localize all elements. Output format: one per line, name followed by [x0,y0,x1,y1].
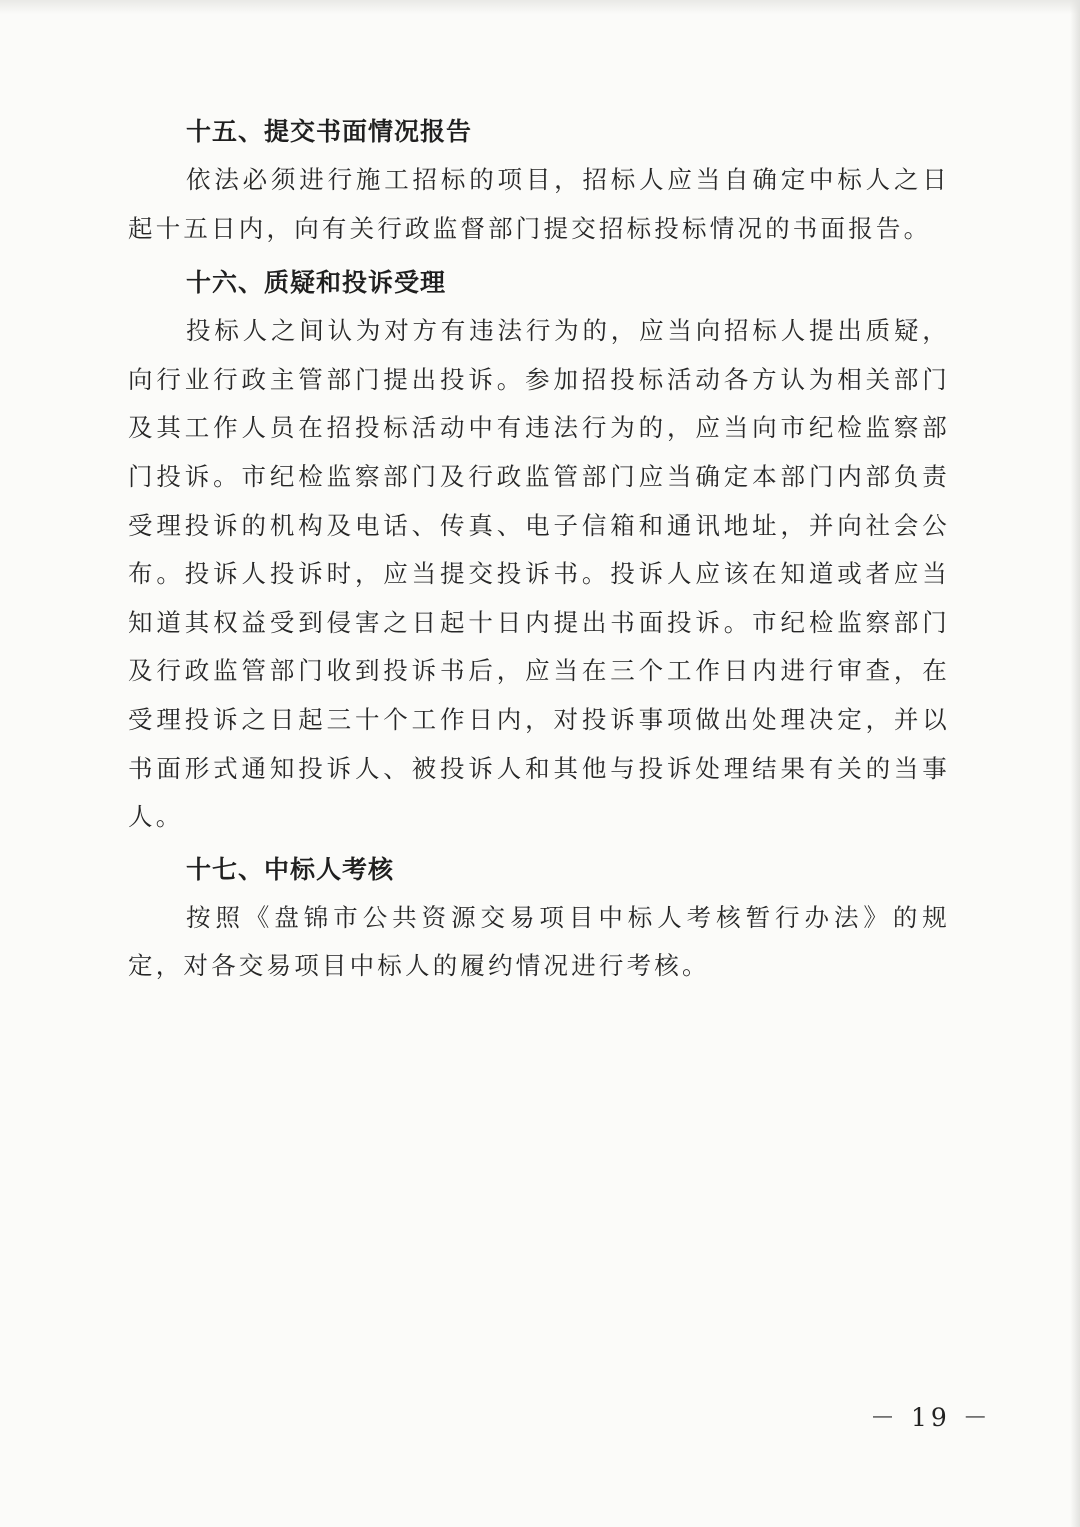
document-body [128,108,950,991]
page-edge-shadow-right [1070,0,1080,1527]
section-17 [128,846,950,991]
section-title: 十六、质疑和投诉受理 [186,268,447,298]
section-16 [128,259,950,842]
page-number: － 19 － [870,1403,992,1432]
section-paragraph: 依法必须进行施工招标的项目，招标人应当自确定中标人之日起十五日内，向有关行政监督部门提交招标投标情况的书面报告。 [128,165,950,243]
page-edge-shadow-top [0,0,1080,14]
section-title: 十五、提交书面情况报告 [186,117,473,146]
section-paragraph: 按照《盘锦市公共资源交易项目中标人考核暂行办法》的规定，对各交易项目中标人的履约情况进行考核。 [128,902,950,981]
section-title: 十七、中标人考核 [186,854,395,884]
section-paragraph: 投标人之间认为对方有违法行为的，应当向招标人提出质疑，向行业行政主管部门提出投诉。参加招投标活动各方认为相关部门及其工作人员在招投标活动中有违法行为的，应当向市纪检监察部门投诉。市纪检监察部门及行政监管部门应当确定本部门内部负责受理投诉的机构及电话、传真、电子信箱和通讯地址，并向社会公布。投诉人投诉时，应当提交投诉书。投诉人应该在知道或者应当知道其权益受到侵害之日起十日内提出书面投诉。市纪检监察部门及行政监管部门收到投诉书后，应当在三个工作日内进行审查，在受理投诉之日起三十个工作日内，对投诉事项做出处理决定，并以书面形式通知投诉人、被投诉人和其他与投诉处理结果有关的当事人。 [128,316,950,832]
section-15 [128,108,950,253]
